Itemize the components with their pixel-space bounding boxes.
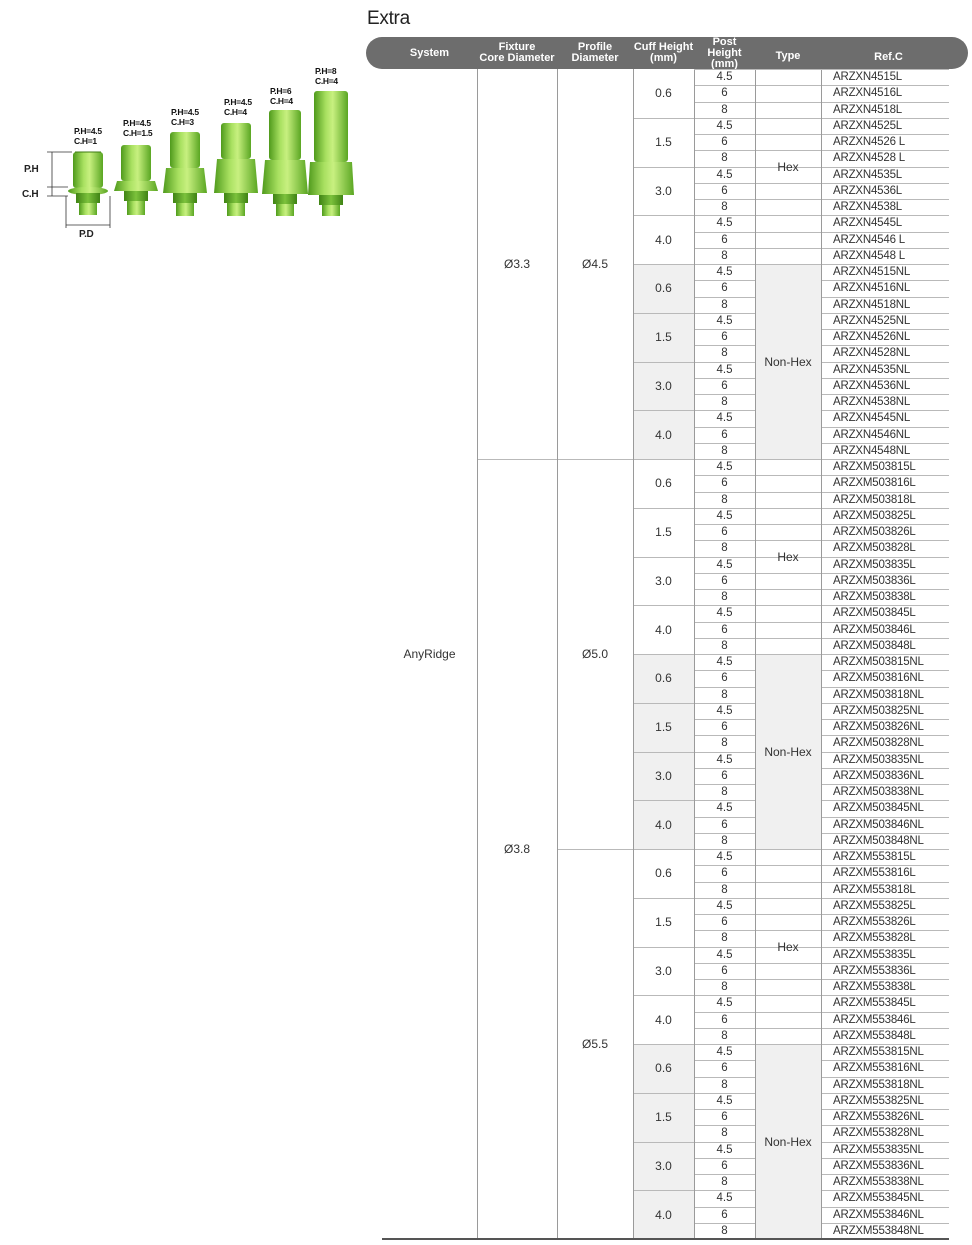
post-height-cell: 6: [721, 233, 728, 246]
header-post-line2: (mm): [711, 57, 738, 70]
abutment-5: [262, 110, 308, 216]
post-height-cell: 6: [721, 526, 728, 539]
ref-code-cell: ARZXM503845NL: [833, 802, 924, 815]
ref-code-cell: ARZXM503845L: [833, 607, 916, 620]
table-header: [366, 37, 968, 69]
cuff-height-cell: 4.0: [655, 622, 672, 637]
column-divider: [633, 69, 634, 1239]
ref-code-cell: ARZXM553836NL: [833, 1159, 924, 1172]
post-height-cell: 4.5: [716, 1143, 733, 1156]
post-height-cell: 8: [721, 542, 728, 555]
abutment-2: [114, 145, 158, 215]
post-height-cell: 4.5: [716, 71, 733, 84]
cuff-height-cell: 0.6: [633, 1044, 694, 1093]
post-height-cell: 8: [721, 981, 728, 994]
post-height-cell: 6: [721, 136, 728, 149]
type-cell: Hex: [777, 549, 799, 564]
post-height-cell: 6: [721, 1159, 728, 1172]
post-height-cell: 8: [721, 347, 728, 360]
dim-ch-label: C.H: [22, 189, 39, 200]
system-cell: AnyRidge: [403, 647, 456, 661]
post-height-cell: 8: [721, 249, 728, 262]
ref-code-cell: ARZXN4545NL: [833, 412, 911, 425]
variant-3-ch: C.H=3: [171, 117, 194, 127]
cuff-height-cell: 0.6: [655, 86, 672, 101]
variant-6-ph: P.H=8: [315, 66, 337, 76]
post-height-cell: 8: [721, 152, 728, 165]
post-height-cell: 8: [721, 103, 728, 116]
post-height-cell: 6: [721, 184, 728, 197]
variant-2-ch: C.H=1.5: [123, 128, 153, 138]
row-divider: [477, 459, 949, 460]
post-height-cell: 4.5: [716, 461, 733, 474]
type-cell: Hex: [777, 939, 799, 954]
row-divider: [557, 849, 949, 850]
table-bottom-rule: [382, 1238, 949, 1240]
ref-code-cell: ARZXN4535NL: [833, 363, 911, 376]
variant-5-ph: P.H=6: [270, 86, 292, 96]
post-height-cell: 6: [721, 574, 728, 587]
header-fixture-line1: Fixture: [498, 41, 536, 53]
ref-code-cell: ARZXM503826L: [833, 526, 916, 539]
ref-code-cell: ARZXM503828NL: [833, 737, 924, 750]
cuff-height-cell: 0.6: [655, 866, 672, 881]
cuff-height-cell: 3.0: [655, 573, 672, 588]
cuff-height-cell: 0.6: [633, 654, 694, 703]
post-height-cell: 6: [721, 672, 728, 685]
post-height-cell: 4.5: [716, 948, 733, 961]
header-profile: [557, 37, 633, 69]
ref-code-cell: ARZXM553816NL: [833, 1062, 924, 1075]
cuff-height-cell: 4.0: [655, 1012, 672, 1027]
post-height-cell: 4.5: [716, 656, 733, 669]
type-cell: Hex: [777, 159, 799, 174]
post-height-cell: 8: [721, 1078, 728, 1091]
ref-code-cell: ARZXM553826NL: [833, 1111, 924, 1124]
post-height-cell: 6: [721, 87, 728, 100]
fixture-core-cell: Ø3.3: [503, 257, 530, 271]
cuff-height-cell: 0.6: [655, 476, 672, 491]
ref-code-cell: ARZXM553815L: [833, 851, 916, 864]
post-height-cell: 6: [721, 428, 728, 441]
ref-code-cell: ARZXM503825NL: [833, 704, 924, 717]
ref-code-cell: ARZXM553828NL: [833, 1127, 924, 1140]
profile-diameter-cell: Ø5.5: [581, 1037, 608, 1051]
ref-code-cell: ARZXM553845NL: [833, 1192, 924, 1205]
table-body: [382, 69, 949, 1239]
post-height-cell: 4.5: [716, 119, 733, 132]
cuff-height-cell: 3.0: [655, 963, 672, 978]
post-height-cell: 6: [721, 1111, 728, 1124]
dim-ph-label: P.H: [24, 164, 39, 175]
dim-pd-label: P.D: [79, 229, 94, 240]
post-height-cell: 4.5: [716, 168, 733, 181]
cuff-height-cell: 4.0: [633, 410, 694, 459]
column-divider: [694, 69, 695, 1239]
column-divider: [755, 69, 756, 1239]
ref-code-cell: ARZXM503846NL: [833, 818, 924, 831]
ref-code-cell: ARZXM553825L: [833, 899, 916, 912]
ref-code-cell: ARZXM553816L: [833, 867, 916, 880]
ref-code-cell: ARZXN4538L: [833, 201, 902, 214]
variant-1-ph: P.H=4.5: [74, 126, 102, 136]
type-cell: Non-Hex: [755, 264, 821, 459]
header-post: [694, 37, 755, 69]
variant-3-ph: P.H=4.5: [171, 107, 199, 117]
ref-code-cell: ARZXM503846L: [833, 623, 916, 636]
variant-2-ph: P.H=4.5: [123, 118, 151, 128]
ref-code-cell: ARZXM503836NL: [833, 769, 924, 782]
post-height-cell: 8: [721, 883, 728, 896]
ref-code-cell: ARZXM503848NL: [833, 834, 924, 847]
post-height-cell: 8: [721, 932, 728, 945]
ref-code-cell: ARZXN4548 L: [833, 249, 905, 262]
variant-1-ch: C.H=1: [74, 136, 97, 146]
abutment-4: [214, 123, 258, 216]
post-height-cell: 8: [721, 591, 728, 604]
header-type-text: Type: [775, 49, 801, 62]
variant-2-label: [123, 118, 152, 138]
post-height-cell: 4.5: [716, 802, 733, 815]
row-divider: [694, 69, 949, 70]
cuff-height-cell: 3.0: [655, 183, 672, 198]
post-height-cell: 4.5: [716, 1046, 733, 1059]
ref-code-cell: ARZXM503835NL: [833, 753, 924, 766]
cuff-height-cell: 1.5: [633, 703, 694, 752]
cuff-height-cell: 1.5: [655, 915, 672, 930]
variant-6-label: [315, 66, 338, 86]
ref-code-cell: ARZXN4546 L: [833, 233, 905, 246]
ref-code-cell: ARZXM503818L: [833, 493, 916, 506]
post-height-cell: 4.5: [716, 1192, 733, 1205]
post-height-cell: 8: [721, 834, 728, 847]
cuff-height-cell: 3.0: [633, 752, 694, 801]
ref-code-cell: ARZXN4516L: [833, 87, 902, 100]
ref-code-cell: ARZXM553846NL: [833, 1208, 924, 1221]
ref-code-cell: ARZXM503816L: [833, 477, 916, 490]
post-height-cell: 8: [721, 396, 728, 409]
variant-3-label: [171, 107, 199, 127]
post-height-cell: 6: [721, 1208, 728, 1221]
page-title: Extra: [367, 8, 410, 29]
cuff-height-cell: 1.5: [633, 313, 694, 362]
ref-code-cell: ARZXM553836L: [833, 964, 916, 977]
ref-code-cell: ARZXM553848NL: [833, 1224, 924, 1237]
post-height-cell: 6: [721, 916, 728, 929]
header-cuff-line1: Cuff Height: [633, 41, 694, 53]
variant-4-label: [224, 97, 252, 117]
header-fixture-line2: Core Diameter: [479, 52, 555, 64]
post-height-cell: 8: [721, 444, 728, 457]
cuff-height-cell: 1.5: [655, 525, 672, 540]
ref-code-cell: ARZXM503838L: [833, 591, 916, 604]
row-divider: [633, 1044, 949, 1045]
header-system: [382, 37, 477, 69]
ref-code-cell: ARZXN4525L: [833, 119, 902, 132]
ref-code-cell: ARZXM503848L: [833, 639, 916, 652]
post-height-cell: 6: [721, 1013, 728, 1026]
cuff-height-cell: 4.0: [633, 800, 694, 849]
ref-code-cell: ARZXM503835L: [833, 558, 916, 571]
ref-code-cell: ARZXM553835L: [833, 948, 916, 961]
cuff-height-cell: 3.0: [633, 1142, 694, 1191]
post-height-cell: 6: [721, 379, 728, 392]
column-divider: [821, 69, 822, 1239]
post-height-cell: 8: [721, 688, 728, 701]
ref-code-cell: ARZXM503826NL: [833, 721, 924, 734]
header-ref-text: Ref.C: [874, 50, 903, 63]
header-type: [755, 37, 821, 69]
post-height-cell: 4.5: [716, 558, 733, 571]
ref-code-cell: ARZXN4535L: [833, 168, 902, 181]
post-height-cell: 6: [721, 1062, 728, 1075]
column-divider: [477, 69, 478, 1239]
ref-code-cell: ARZXM553828L: [833, 932, 916, 945]
post-height-cell: 4.5: [716, 851, 733, 864]
product-table: [366, 35, 968, 1237]
ref-code-cell: ARZXM553846L: [833, 1013, 916, 1026]
post-height-cell: 8: [721, 1176, 728, 1189]
ref-code-cell: ARZXM553835NL: [833, 1143, 924, 1156]
ref-code-cell: ARZXM553818L: [833, 883, 916, 896]
header-cuff: [633, 37, 694, 69]
cuff-height-cell: 1.5: [633, 1093, 694, 1142]
post-height-cell: 8: [721, 1029, 728, 1042]
type-cell: Non-Hex: [755, 654, 821, 849]
ref-code-cell: ARZXM503825L: [833, 509, 916, 522]
ref-code-cell: ARZXN4545L: [833, 217, 902, 230]
post-height-cell: 8: [721, 1224, 728, 1237]
variant-5-label: [270, 86, 293, 106]
post-height-cell: 6: [721, 477, 728, 490]
post-height-cell: 8: [721, 493, 728, 506]
ref-code-cell: ARZXN4536L: [833, 184, 902, 197]
ref-code-cell: ARZXM503818NL: [833, 688, 924, 701]
ref-code-cell: ARZXN4515NL: [833, 266, 911, 279]
ref-code-cell: ARZXN4518NL: [833, 298, 911, 311]
ref-code-cell: ARZXN4526NL: [833, 331, 911, 344]
ref-code-cell: ARZXN4516NL: [833, 282, 911, 295]
header-system-text: System: [409, 46, 450, 59]
header-cuff-line2: (mm): [650, 52, 677, 64]
ref-code-cell: ARZXM553825NL: [833, 1094, 924, 1107]
fixture-core-cell: Ø3.8: [503, 842, 530, 856]
cuff-height-cell: 4.0: [633, 1190, 694, 1239]
post-height-cell: 8: [721, 737, 728, 750]
profile-diameter-cell: Ø5.0: [581, 647, 608, 661]
post-height-cell: 4.5: [716, 217, 733, 230]
ref-code-cell: ARZXM553845L: [833, 997, 916, 1010]
post-height-cell: 6: [721, 721, 728, 734]
post-height-cell: 4.5: [716, 997, 733, 1010]
ref-code-cell: ARZXM503828L: [833, 542, 916, 555]
post-height-cell: 6: [721, 818, 728, 831]
ref-code-cell: ARZXN4518L: [833, 103, 902, 116]
post-height-cell: 8: [721, 1127, 728, 1140]
ref-code-cell: ARZXM553838NL: [833, 1176, 924, 1189]
cuff-height-cell: 1.5: [655, 135, 672, 150]
row-divider: [633, 654, 949, 655]
header-ref: [821, 37, 956, 69]
post-height-cell: 4.5: [716, 704, 733, 717]
post-height-cell: 4.5: [716, 1094, 733, 1107]
variant-4-ch: C.H=4: [224, 107, 247, 117]
ref-code-cell: ARZXM553815NL: [833, 1046, 924, 1059]
ref-code-cell: ARZXN4515L: [833, 71, 902, 84]
header-profile-line1: Profile: [577, 41, 613, 53]
post-height-cell: 4.5: [716, 266, 733, 279]
post-height-cell: 4.5: [716, 412, 733, 425]
header-profile-line2: Diameter: [571, 52, 619, 64]
abutment-1: [68, 152, 108, 215]
ref-code-cell: ARZXN4526 L: [833, 136, 905, 149]
ref-code-cell: ARZXN4528NL: [833, 347, 911, 360]
post-height-cell: 4.5: [716, 363, 733, 376]
variant-5-ch: C.H=4: [270, 96, 293, 106]
ref-code-cell: ARZXN4528 L: [833, 152, 905, 165]
abutment-6: [308, 91, 354, 216]
abutment-3: [163, 132, 207, 216]
row-divider: [633, 264, 949, 265]
ref-code-cell: ARZXM553826L: [833, 916, 916, 929]
post-height-cell: 6: [721, 623, 728, 636]
ref-code-cell: ARZXM503815L: [833, 461, 916, 474]
ref-code-cell: ARZXN4546NL: [833, 428, 911, 441]
ref-code-cell: ARZXN4525NL: [833, 314, 911, 327]
ref-code-cell: ARZXN4538NL: [833, 396, 911, 409]
type-cell: Non-Hex: [755, 1044, 821, 1239]
variant-4-ph: P.H=4.5: [224, 97, 252, 107]
post-height-cell: 6: [721, 964, 728, 977]
post-height-cell: 4.5: [716, 753, 733, 766]
post-height-cell: 4.5: [716, 899, 733, 912]
post-height-cell: 6: [721, 282, 728, 295]
post-height-cell: 8: [721, 201, 728, 214]
abutment-illustration: [0, 0, 365, 260]
profile-diameter-cell: Ø4.5: [581, 257, 608, 271]
ref-code-cell: ARZXM503815NL: [833, 656, 924, 669]
abutment-drawings: [0, 0, 365, 260]
ref-code-cell: ARZXM553848L: [833, 1029, 916, 1042]
header-post-line1: Post Height: [707, 35, 742, 59]
ref-code-cell: ARZXM503816NL: [833, 672, 924, 685]
post-height-cell: 6: [721, 331, 728, 344]
post-height-cell: 4.5: [716, 509, 733, 522]
post-height-cell: 6: [721, 867, 728, 880]
post-height-cell: 8: [721, 298, 728, 311]
post-height-cell: 8: [721, 786, 728, 799]
ref-code-cell: ARZXN4536NL: [833, 379, 911, 392]
header-fixture: [477, 37, 557, 69]
cuff-height-cell: 0.6: [633, 264, 694, 313]
ref-code-cell: ARZXM503838NL: [833, 786, 924, 799]
post-height-cell: 8: [721, 639, 728, 652]
post-height-cell: 4.5: [716, 314, 733, 327]
ref-code-cell: ARZXN4548NL: [833, 444, 911, 457]
column-divider: [557, 69, 558, 1239]
post-height-cell: 6: [721, 769, 728, 782]
variant-1-label: [74, 126, 102, 146]
ref-code-cell: ARZXM553838L: [833, 981, 916, 994]
ref-code-cell: ARZXM503836L: [833, 574, 916, 587]
variant-6-ch: C.H=4: [315, 76, 338, 86]
post-height-cell: 4.5: [716, 607, 733, 620]
cuff-height-cell: 3.0: [633, 362, 694, 411]
cuff-height-cell: 4.0: [655, 232, 672, 247]
ref-code-cell: ARZXM553818NL: [833, 1078, 924, 1091]
